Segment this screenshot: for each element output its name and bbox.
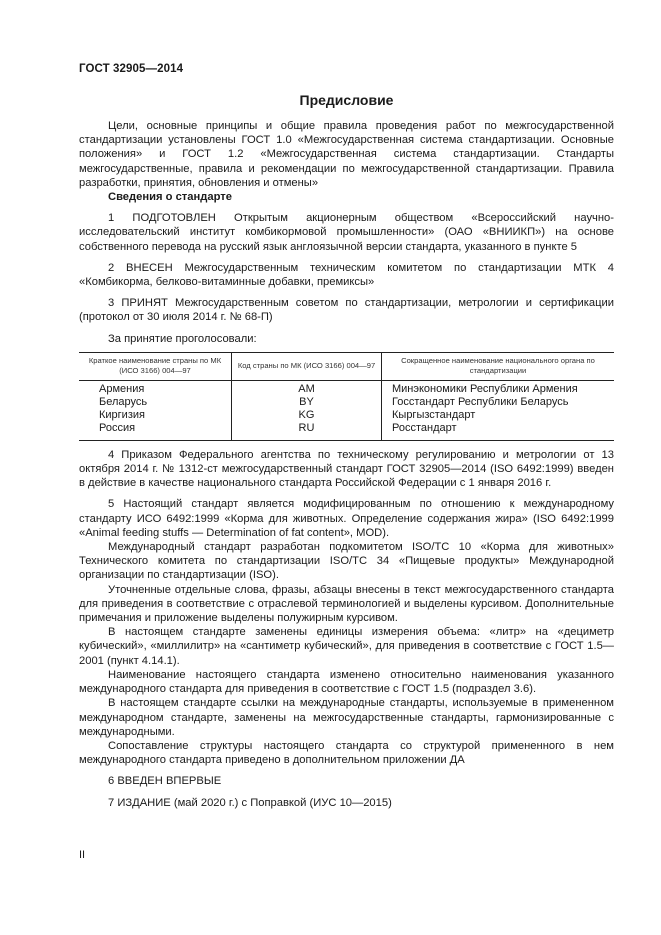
paragraph-5-terms: Уточненные отдельные слова, фразы, абзацы внесены в текст межгосударственного стандарта для приведения в соответствие с отраслевой терминологией и выделены курсивом. Дополнительные примечания и приложение выделены полужирным курсивом. (79, 583, 614, 625)
section-title: Предисловие (299, 92, 394, 108)
col-header-country: Краткое наименование страны по МК (ИСО 3166) 004—97 (79, 352, 232, 380)
standards-body: Минэкономики Республики Армения (392, 382, 578, 395)
table-row (79, 380, 614, 440)
code-cell (232, 380, 382, 440)
country-cell (79, 380, 232, 440)
table-header-row (79, 352, 614, 380)
paragraph-7: 7 ИЗДАНИЕ (май 2020 г.) с Поправкой (ИУС 10—2015) (108, 796, 392, 809)
country-code: BY (299, 395, 314, 408)
paragraph-5-references: В настоящем стандарте ссылки на международные стандарты, используемые в примененном международном стандарте, заменены на межгосударственные стандарты, гармонизированные с международными. (79, 697, 614, 738)
paragraph-2: 2 ВНЕСЕН Межгосударственным техническим комитетом по стандартизации МТК 4 «Комбикорма, белково-витаминные добавки, премиксы» (79, 261, 614, 289)
vote-label: За принятие проголосовали: (108, 332, 257, 345)
document-header: ГОСТ 32905—2014 (79, 63, 184, 75)
standards-body: Госстандарт Республики Беларусь (392, 395, 569, 408)
paragraph-3: 3 ПРИНЯТ Межгосударственным советом по стандартизации, метрологии и сертификации (протокол от 30 июля 2014 г. № 68-П) (79, 297, 614, 324)
country-name: Киргизия (99, 408, 145, 421)
paragraph-4: 4 Приказом Федерального агентства по техническому регулированию и метрологии от 13 октября 2014 г. № 1312-ст межгосударственный стандарт ГОСТ 32905—2014 (ISO 6492:1999) введен в действие в качестве национального стандарта Российской Федерации с 1 января 2016 г. (79, 448, 614, 490)
body-cell (382, 380, 615, 440)
country-name: Беларусь (99, 395, 148, 408)
paragraph-5: 5 Настоящий стандарт является модифицированным по отношению к международному стандарту ИСО 6492:1999 «Корма для животных. Определение содержания жира» (ISO 6492:1999 «Animal feeding stuffs — Determination of fat content», MOD). (79, 498, 614, 539)
country-name: Россия (99, 421, 136, 434)
country-code: KG (298, 408, 315, 421)
country-name: Армения (99, 382, 145, 395)
intro-paragraph: Цели, основные принципы и общие правила проведения работ по межгосударственной стандартизации установлены ГОСТ 1.0 «Межгосударственная система стандартизации. Основные положения» и ГОСТ 1.2 «Межгосударственная система стандартизации. Стандарты межгосударственные, правила и рекомендации по межгосударственной стандартизации. Правила разработки, принятия, обновления и отмены» (79, 120, 614, 189)
paragraph-5-iso-info: Международный стандарт разработан подкомитетом ISO/TC 10 «Корма для животных» Технического комитета по стандартизации ISO/TC 34 «Пищевые продукты» Международной организации по стандартизации (ISO). (79, 541, 614, 582)
col-header-body: Сокращенное наименование национального органа по стандартизации (382, 352, 615, 380)
paragraph-5-structure: Сопоставление структуры настоящего стандарта со структурой примененного в нем международного стандарта приведено в дополнительном приложении ДА (79, 739, 614, 767)
paragraph-1: 1 ПОДГОТОВЛЕН Открытым акционерным обществом «Всероссийский научно-исследовательский институт комбикормовой промышленности» (ОАО «ВНИИКП») на основе собственного перевода на русский язык англоязычной версии стандарта, указанного в пункте 5 (79, 212, 614, 253)
col-header-code: Код страны по МК (ИСО 3166) 004—97 (232, 352, 382, 380)
country-code: AM (298, 382, 315, 395)
country-code: RU (298, 421, 315, 434)
paragraph-5-units: В настоящем стандарте заменены единицы измерения объема: «литр» на «дециметр кубический», «миллилитр» на «сантиметр кубический», для приведения в соответствие с ГОСТ 1.5—2001 (пункт 4.14.1). (79, 626, 614, 667)
standards-body: Росстандарт (392, 421, 457, 434)
subheading: Сведения о стандарте (108, 191, 232, 204)
standards-body: Кыргызстандарт (392, 408, 476, 421)
page-number: II (79, 849, 86, 861)
paragraph-6: 6 ВВЕДЕН ВПЕРВЫЕ (108, 775, 222, 788)
paragraph-5-title-change: Наименование настоящего стандарта изменено относительно наименования указанного международного стандарта для приведения в соответствие с ГОСТ 1.5 (подраздел 3.6). (79, 668, 614, 696)
vote-table (79, 352, 614, 441)
document-body (79, 119, 614, 810)
